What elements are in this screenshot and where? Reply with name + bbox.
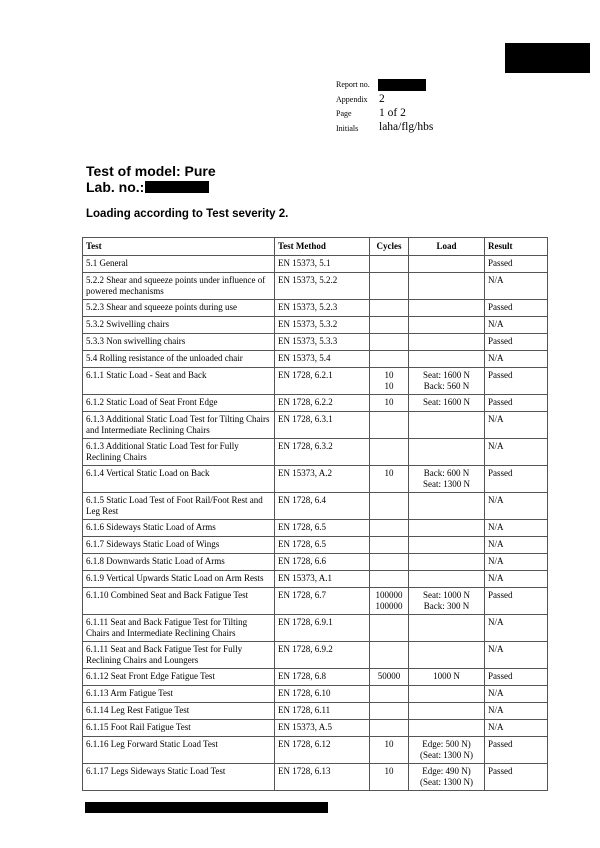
cell-test: 6.1.3 Additional Static Load Test for Tilting Chairs and Intermediate Reclining Chairs [83, 412, 275, 439]
cell-cycles [370, 300, 409, 317]
cell-load [409, 273, 485, 300]
cell-cycles [370, 317, 409, 334]
cell-load: 1000 N [409, 669, 485, 686]
cell-test: 6.1.9 Vertical Upwards Static Load on Arm Rests [83, 571, 275, 588]
cell-result: N/A [485, 571, 548, 588]
table-row [83, 737, 548, 764]
column-header-test-method: Test Method [275, 238, 370, 256]
cell-result: N/A [485, 537, 548, 554]
table-row [83, 537, 548, 554]
cell-test: 6.1.13 Arm Fatigue Test [83, 686, 275, 703]
cell-test: 5.3.2 Swivelling chairs [83, 317, 275, 334]
cell-result: Passed [485, 588, 548, 615]
cell-cycles [370, 439, 409, 466]
cell-load: Seat: 1600 N Back: 560 N [409, 368, 485, 395]
cell-result: N/A [485, 703, 548, 720]
cell-load [409, 571, 485, 588]
cell-load [409, 615, 485, 642]
cell-load [409, 334, 485, 351]
cell-cycles [370, 554, 409, 571]
table-row [83, 317, 548, 334]
cell-result: N/A [485, 520, 548, 537]
cell-load [409, 703, 485, 720]
redaction-box-footer [85, 802, 328, 813]
cell-cycles [370, 686, 409, 703]
redaction-box-corner [505, 43, 590, 73]
cell-load [409, 537, 485, 554]
cell-cycles [370, 642, 409, 669]
cell-cycles: 10 10 [370, 368, 409, 395]
cell-result: N/A [485, 615, 548, 642]
cell-test: 6.1.8 Downwards Static Load of Arms [83, 554, 275, 571]
cell-test: 6.1.10 Combined Seat and Back Fatigue Test [83, 588, 275, 615]
table-row [83, 720, 548, 737]
cell-result: Passed [485, 466, 548, 493]
cell-cycles: 100000 100000 [370, 588, 409, 615]
cell-cycles: 10 [370, 737, 409, 764]
cell-result: N/A [485, 412, 548, 439]
table-row [83, 368, 548, 395]
cell-test: 5.2.2 Shear and squeeze points under influence of powered mechanisms [83, 273, 275, 300]
cell-test-method: EN 15373, 5.4 [275, 351, 370, 368]
lab-number-label: Lab. no.: [86, 179, 145, 195]
table-row [83, 493, 548, 520]
cell-test: 6.1.1 Static Load - Seat and Back [83, 368, 275, 395]
cell-test-method: EN 1728, 6.5 [275, 537, 370, 554]
initials-label: Initials [336, 124, 359, 133]
cell-cycles: 10 [370, 466, 409, 493]
table-row [83, 642, 548, 669]
table-header-row [83, 238, 548, 256]
cell-test-method: EN 1728, 6.9.2 [275, 642, 370, 669]
table-row [83, 334, 548, 351]
cell-test: 6.1.2 Static Load of Seat Front Edge [83, 395, 275, 412]
results-table-body [83, 256, 548, 791]
results-table [82, 237, 548, 791]
cell-test-method: EN 1728, 6.5 [275, 520, 370, 537]
cell-test-method: EN 15373, A.1 [275, 571, 370, 588]
cell-test: 6.1.4 Vertical Static Load on Back [83, 466, 275, 493]
cell-load: Seat: 1000 N Back: 300 N [409, 588, 485, 615]
table-row [83, 764, 548, 791]
cell-result: N/A [485, 493, 548, 520]
cell-result: Passed [485, 334, 548, 351]
cell-test-method: EN 1728, 6.6 [275, 554, 370, 571]
cell-cycles: 50000 [370, 669, 409, 686]
cell-test-method: EN 1728, 6.7 [275, 588, 370, 615]
cell-load [409, 493, 485, 520]
cell-result: N/A [485, 642, 548, 669]
cell-result: Passed [485, 368, 548, 395]
model-title: Test of model: Pure [86, 163, 216, 179]
table-row [83, 412, 548, 439]
appendix-value: 2 [379, 93, 385, 105]
cell-result: N/A [485, 351, 548, 368]
cell-load [409, 317, 485, 334]
table-row [83, 256, 548, 273]
cell-test-method: EN 1728, 6.2.1 [275, 368, 370, 395]
cell-cycles: 10 [370, 395, 409, 412]
column-header-test: Test [83, 238, 275, 256]
cell-test-method: EN 1728, 6.8 [275, 669, 370, 686]
cell-cycles [370, 412, 409, 439]
table-row [83, 466, 548, 493]
cell-load [409, 256, 485, 273]
cell-test: 5.4 Rolling resistance of the unloaded chair [83, 351, 275, 368]
cell-test-method: EN 1728, 6.3.1 [275, 412, 370, 439]
cell-test: 6.1.16 Leg Forward Static Load Test [83, 737, 275, 764]
cell-result: N/A [485, 686, 548, 703]
column-header-result: Result [485, 238, 548, 256]
table-row [83, 686, 548, 703]
cell-load [409, 439, 485, 466]
cell-test-method: EN 15373, 5.3.3 [275, 334, 370, 351]
cell-test: 5.1 General [83, 256, 275, 273]
cell-test: 6.1.11 Seat and Back Fatigue Test for Tilting Chairs and Intermediate Reclining Chairs [83, 615, 275, 642]
page-label: Page [336, 109, 352, 118]
cell-load [409, 720, 485, 737]
page-value: 1 of 2 [379, 107, 406, 119]
cell-test-method: EN 1728, 6.4 [275, 493, 370, 520]
table-row [83, 351, 548, 368]
cell-load [409, 642, 485, 669]
cell-cycles [370, 493, 409, 520]
table-row [83, 588, 548, 615]
cell-test: 6.1.12 Seat Front Edge Fatigue Test [83, 669, 275, 686]
cell-test: 5.3.3 Non swivelling chairs [83, 334, 275, 351]
cell-test: 6.1.6 Sideways Static Load of Arms [83, 520, 275, 537]
cell-result: Passed [485, 300, 548, 317]
severity-heading: Loading according to Test severity 2. [86, 208, 289, 220]
table-row [83, 273, 548, 300]
cell-result: N/A [485, 720, 548, 737]
table-row [83, 571, 548, 588]
cell-test: 6.1.17 Legs Sideways Static Load Test [83, 764, 275, 791]
cell-load: Edge: 490 N) (Seat: 1300 N) [409, 764, 485, 791]
cell-test-method: EN 1728, 6.10 [275, 686, 370, 703]
cell-result: Passed [485, 764, 548, 791]
cell-cycles [370, 273, 409, 300]
cell-cycles [370, 720, 409, 737]
cell-test: 6.1.11 Seat and Back Fatigue Test for Fully Reclining Chairs and Loungers [83, 642, 275, 669]
cell-test: 6.1.7 Sideways Static Load of Wings [83, 537, 275, 554]
cell-result: Passed [485, 395, 548, 412]
cell-test-method: EN 15373, 5.1 [275, 256, 370, 273]
cell-load [409, 300, 485, 317]
cell-test-method: EN 1728, 6.12 [275, 737, 370, 764]
cell-cycles [370, 334, 409, 351]
cell-test-method: EN 1728, 6.11 [275, 703, 370, 720]
table-row [83, 669, 548, 686]
cell-cycles [370, 703, 409, 720]
cell-test-method: EN 15373, A.2 [275, 466, 370, 493]
cell-test: 6.1.15 Foot Rail Fatigue Test [83, 720, 275, 737]
cell-test-method: EN 1728, 6.13 [275, 764, 370, 791]
cell-test-method: EN 15373, 5.2.2 [275, 273, 370, 300]
cell-cycles [370, 615, 409, 642]
cell-load: Back: 600 N Seat: 1300 N [409, 466, 485, 493]
cell-result: Passed [485, 737, 548, 764]
cell-test-method: EN 1728, 6.3.2 [275, 439, 370, 466]
table-row [83, 300, 548, 317]
cell-test-method: EN 1728, 6.9.1 [275, 615, 370, 642]
initials-value: laha/flg/hbs [379, 121, 434, 133]
report-number-label: Report no. [336, 80, 370, 89]
table-row [83, 520, 548, 537]
cell-cycles: 10 [370, 764, 409, 791]
cell-test: 6.1.3 Additional Static Load Test for Fully Reclining Chairs [83, 439, 275, 466]
table-row [83, 703, 548, 720]
cell-cycles [370, 351, 409, 368]
cell-test: 6.1.14 Leg Rest Fatigue Test [83, 703, 275, 720]
cell-test-method: EN 15373, 5.2.3 [275, 300, 370, 317]
table-row [83, 554, 548, 571]
column-header-cycles: Cycles [370, 238, 409, 256]
cell-result: Passed [485, 669, 548, 686]
cell-load [409, 412, 485, 439]
cell-test-method: EN 15373, 5.3.2 [275, 317, 370, 334]
cell-cycles [370, 537, 409, 554]
cell-result: N/A [485, 439, 548, 466]
column-header-load: Load [409, 238, 485, 256]
cell-result: N/A [485, 554, 548, 571]
cell-result: N/A [485, 317, 548, 334]
cell-load: Seat: 1600 N [409, 395, 485, 412]
cell-test-method: EN 15373, A.5 [275, 720, 370, 737]
table-row [83, 615, 548, 642]
cell-result: Passed [485, 256, 548, 273]
table-row [83, 395, 548, 412]
cell-cycles [370, 571, 409, 588]
cell-result: N/A [485, 273, 548, 300]
cell-load [409, 520, 485, 537]
appendix-label: Appendix [336, 95, 368, 104]
redaction-box-lab-number [145, 181, 209, 193]
cell-test: 6.1.5 Static Load Test of Foot Rail/Foot Rest and Leg Rest [83, 493, 275, 520]
cell-load [409, 351, 485, 368]
cell-cycles [370, 256, 409, 273]
redaction-box-report-number [378, 79, 426, 91]
cell-test-method: EN 1728, 6.2.2 [275, 395, 370, 412]
cell-load [409, 554, 485, 571]
cell-cycles [370, 520, 409, 537]
cell-load: Edge: 500 N) (Seat: 1300 N) [409, 737, 485, 764]
cell-test: 5.2.3 Shear and squeeze points during use [83, 300, 275, 317]
table-row [83, 439, 548, 466]
cell-load [409, 686, 485, 703]
